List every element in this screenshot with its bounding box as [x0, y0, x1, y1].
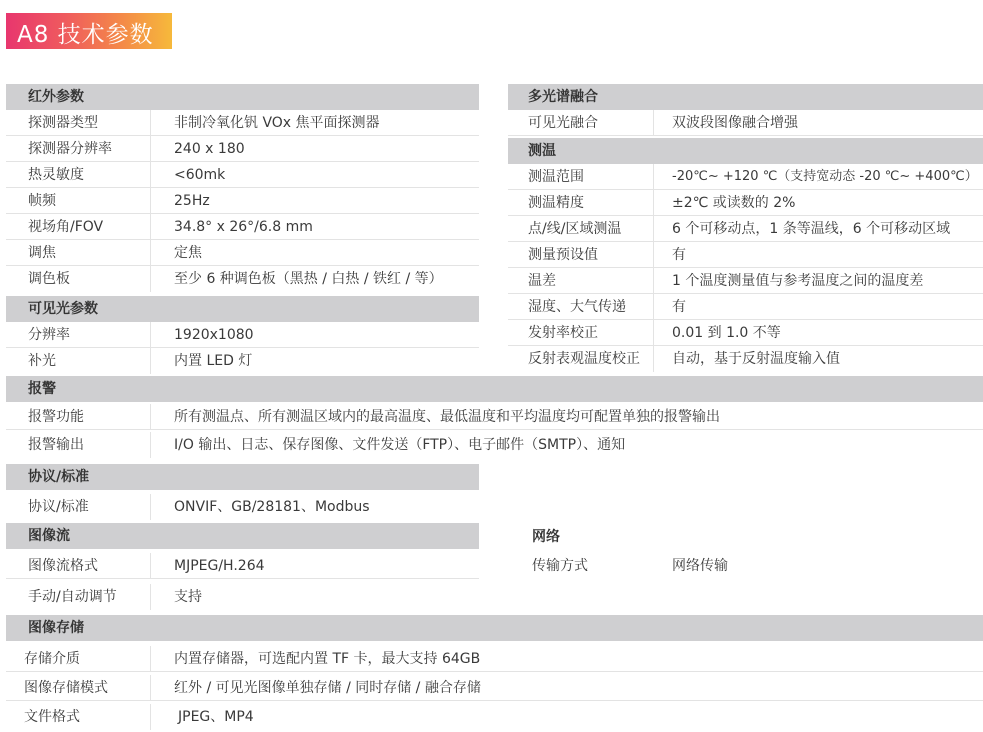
table-row: [6, 584, 479, 610]
row-key: 存储介质: [6, 646, 151, 671]
row-value: <60mk: [174, 167, 226, 183]
table-row: [508, 346, 983, 372]
row-value: 34.8° x 26°/6.8 mm: [174, 219, 313, 235]
table-row: [508, 216, 983, 242]
section-header-alarm: 报警: [6, 376, 983, 402]
row-key: 传输方式: [532, 558, 588, 574]
table-row: [508, 110, 983, 136]
row-value: 所有测温点、所有测温区域内的最高温度、最低温度和平均温度均可配置单独的报警输出: [174, 409, 720, 425]
row-value: I/O 输出、日志、保存图像、文件发送（FTP）、电子邮件（SMTP）、通知: [174, 437, 626, 453]
row-value: 非制冷氧化钒 VOx 焦平面探测器: [174, 115, 380, 131]
table-row: [6, 646, 983, 672]
table-row: [508, 553, 983, 579]
table-row: [6, 553, 479, 579]
row-key: 报警功能: [6, 404, 151, 429]
row-key: 帧频: [6, 188, 151, 213]
table-row: [6, 240, 479, 266]
row-value: 支持: [174, 589, 202, 605]
table-row: [6, 494, 479, 520]
table-row: [6, 214, 479, 240]
row-value: 1 个温度测量值与参考温度之间的温度差: [672, 273, 924, 289]
table-row: [6, 322, 479, 348]
row-value: ONVIF、GB/28181、Modbus: [174, 499, 370, 515]
row-key: 调焦: [6, 240, 151, 265]
table-row: [6, 348, 479, 374]
section-header-stream: 图像流: [6, 523, 479, 549]
row-key: 图像流格式: [6, 553, 151, 578]
table-row: [508, 164, 983, 190]
row-value: 网络传输: [672, 558, 728, 574]
section-header-infrared: 红外参数: [6, 84, 479, 110]
row-value: 240 x 180: [174, 141, 245, 157]
row-key: 视场角/FOV: [6, 214, 151, 239]
row-value: 自动，基于反射温度输入值: [672, 351, 840, 367]
row-value: ±2℃ 或读数的 2%: [672, 195, 796, 211]
row-value: 1920x1080: [174, 327, 254, 343]
row-value: 有: [672, 299, 686, 315]
row-value: 6 个可移动点，1 条等温线，6 个可移动区域: [672, 221, 951, 237]
row-key: 协议/标准: [6, 494, 151, 520]
section-header-protocol: 协议/标准: [6, 464, 479, 490]
row-key: 点/线/区域测温: [508, 216, 654, 241]
section-header-fusion: 多光谱融合: [508, 84, 983, 110]
table-row: [6, 188, 479, 214]
section-header-storage: 图像存储: [6, 615, 983, 641]
table-row: [6, 110, 479, 136]
row-key: 热灵敏度: [6, 162, 151, 187]
row-value: 至少 6 种调色板（黑热 / 白热 / 铁红 / 等）: [174, 271, 443, 287]
row-value: MJPEG/H.264: [174, 558, 265, 574]
table-row: [6, 266, 479, 292]
row-key: 手动/自动调节: [6, 584, 151, 610]
row-value: 0.01 到 1.0 不等: [672, 325, 781, 341]
row-value: 双波段图像融合增强: [672, 115, 798, 131]
row-value: 有: [672, 247, 686, 263]
row-value: -20℃~ +120 ℃（支持宽动态 -20 ℃~ +400℃）: [672, 169, 978, 184]
row-key: 文件格式: [6, 704, 151, 730]
table-row: [508, 320, 983, 346]
page-title: A8 技术参数: [17, 22, 154, 48]
row-key: 测温范围: [508, 164, 654, 189]
row-value: 定焦: [174, 245, 202, 261]
row-value: 红外 / 可见光图像单独存储 / 同时存储 / 融合存储: [174, 680, 481, 696]
row-value: 内置存储器，可选配内置 TF 卡，最大支持 64GB: [174, 651, 481, 667]
row-value: 内置 LED 灯: [174, 353, 253, 369]
row-value: 25Hz: [174, 193, 210, 209]
table-row: [6, 675, 983, 701]
section-header-visible: 可见光参数: [6, 296, 479, 322]
section-header-temperature: 测温: [508, 138, 983, 164]
section-header-network: 网络: [532, 529, 560, 545]
row-key: 发射率校正: [508, 320, 654, 345]
table-row: [6, 162, 479, 188]
row-value: JPEG、MP4: [178, 709, 254, 725]
row-key: 湿度、大气传递: [508, 294, 654, 319]
table-row: [6, 136, 479, 162]
row-key: 报警输出: [6, 432, 151, 458]
row-key: 探测器类型: [6, 110, 151, 135]
row-key: 温差: [508, 268, 654, 293]
table-row: [508, 242, 983, 268]
row-key: 补光: [6, 348, 151, 374]
row-key: 调色板: [6, 266, 151, 292]
title-badge: [6, 13, 172, 49]
table-row: [508, 294, 983, 320]
row-key: 反射表观温度校正: [508, 346, 654, 372]
table-row: [6, 704, 983, 730]
row-key: 图像存储模式: [6, 675, 151, 700]
row-key: 测量预设值: [508, 242, 654, 267]
table-row: [508, 268, 983, 294]
row-key: 可见光融合: [508, 110, 654, 135]
row-key: 探测器分辨率: [6, 136, 151, 161]
table-row: [6, 404, 983, 430]
table-row: [508, 190, 983, 216]
row-key: 测温精度: [508, 190, 654, 215]
row-key: 分辨率: [6, 322, 151, 347]
table-row: [6, 432, 983, 458]
